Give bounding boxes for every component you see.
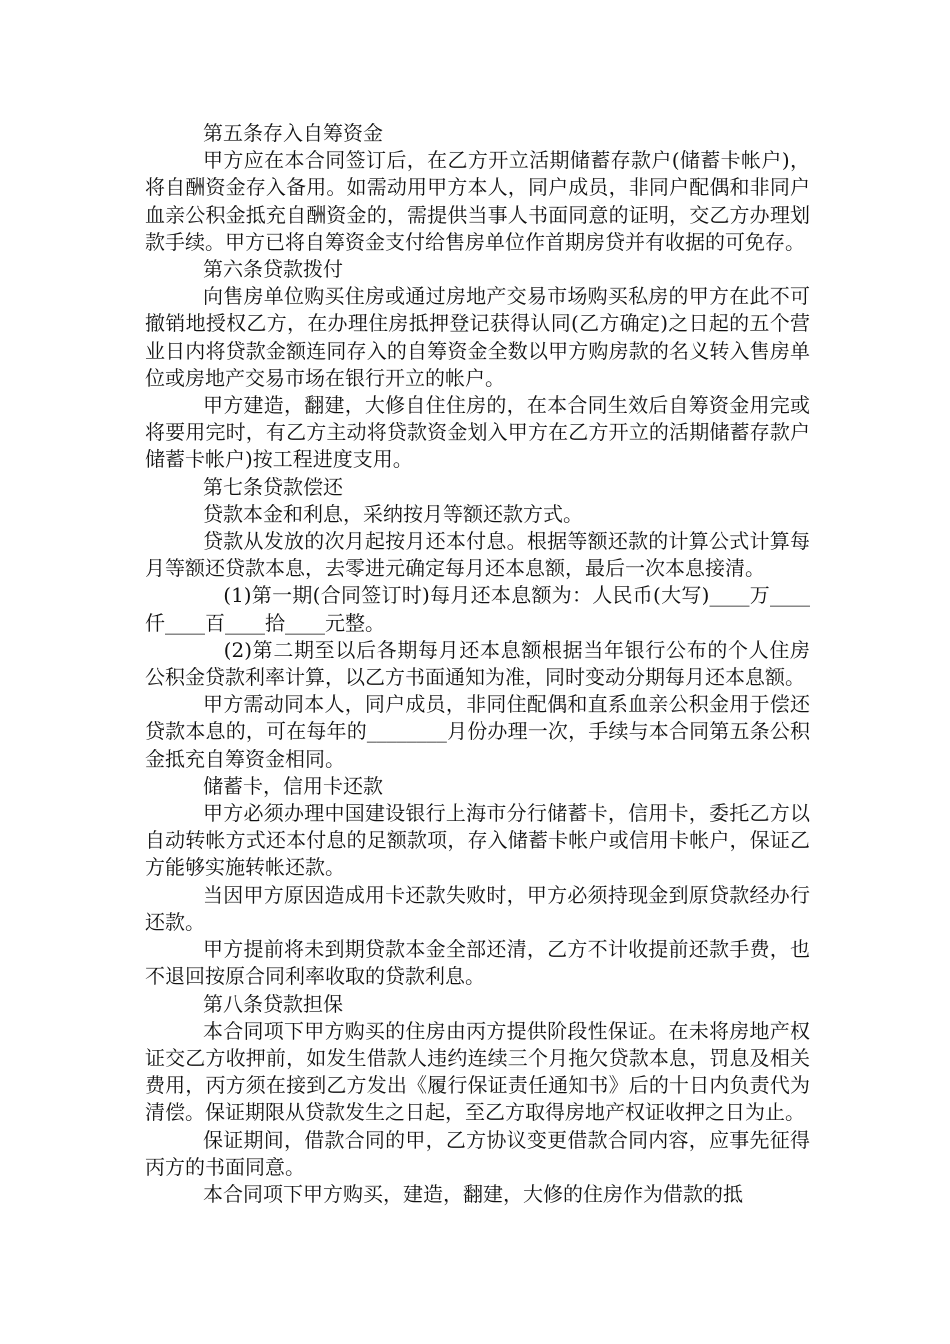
heading-article-5: 第五条存入自筹资金 xyxy=(203,121,383,145)
paragraph: 当因甲方原因造成用卡还款失败时，甲方必须持现金到原贷款经办行还款。 xyxy=(145,882,810,934)
paragraph: 本合同项下甲方购买的住房由丙方提供阶段性保证。在未将房地产权证交乙方收押前，如发生借款人违约连续三个月拖欠贷款本息，罚息及相关费用，丙方须在接到乙方发出《履行保证责任通知书》后的十日内负责代为清偿。保证期限从贷款发生之日起，至乙方取得房地产权证收押之日为止。 xyxy=(145,1018,810,1125)
paragraph: 甲方建造，翻建，大修自住住房的，在本合同生效后自筹资金用完或将要用完时，有乙方主动将贷款资金划入甲方在乙方开立的活期储蓄存款户储蓄卡帐户)按工程进度支用。 xyxy=(145,393,810,472)
paragraph: 保证期间，借款合同的甲，乙方协议变更借款合同内容，应事先征得丙方的书面同意。 xyxy=(145,1127,810,1179)
subheading-card-repayment: 储蓄卡，信用卡还款 xyxy=(203,773,383,798)
heading-article-8: 第八条贷款担保 xyxy=(203,991,343,1016)
paragraph: 甲方需动同本人，同户成员，非同住配偶和直系血亲公积金用于偿还贷款本息的，可在每年的________月份办理一次，手续与本合同第五条公积金抵充自筹资金相同。 xyxy=(145,692,810,771)
heading-article-6: 第六条贷款拨付 xyxy=(203,257,343,282)
list-item-1: (1)第一期(合同签订时)每月还本息额为：人民币(大写)____万____仟____百____拾____元整。 xyxy=(145,583,810,635)
paragraph: 贷款本金和利息，采纳按月等额还款方式。 xyxy=(203,501,583,526)
list-item-2: (2)第二期至以后各期每月还本息额根据当年银行公布的个人住房公积金贷款利率计算，以乙方书面通知为准，同时变动分期每月还本息额。 xyxy=(145,637,810,690)
paragraph: 贷款从发放的次月起按月还本付息。根据等额还款的计算公式计算每月等额还贷款本息，去零进元确定每月还本息额，最后一次本息接清。 xyxy=(145,529,810,581)
document-body xyxy=(145,120,810,1208)
paragraph: 本合同项下甲方购买，建造，翻建，大修的住房作为借款的抵 xyxy=(203,1181,743,1206)
heading-article-7: 第七条贷款偿还 xyxy=(203,474,343,499)
paragraph: 甲方必须办理中国建设银行上海市分行储蓄卡，信用卡，委托乙方以自动转帐方式还本付息的足额款项，存入储蓄卡帐户或信用卡帐户，保证乙方能够实施转帐还款。 xyxy=(145,801,810,880)
paragraph: 甲方提前将未到期贷款本金全部还清，乙方不计收提前还款手费，也不退回按原合同利率收取的贷款利息。 xyxy=(145,937,810,989)
paragraph: 甲方应在本合同签订后，在乙方开立活期储蓄存款户(储蓄卡帐户)，将自酬资金存入备用。如需动用甲方本人，同户成员，非同户配偶和非同户血亲公积金抵充自酬资金的，需提供当事人书面同意的证明，交乙方办理划款手续。甲方已将自筹资金支付给售房单位作首期房贷并有收据的可免存。 xyxy=(145,148,810,254)
paragraph: 向售房单位购买住房或通过房地产交易市场购买私房的甲方在此不可撤销地授权乙方，在办理住房抵押登记获得认同(乙方确定)之日起的五个营业日内将贷款金额连同存入的自筹资金全数以甲方购房款的名义转入售房单位或房地产交易市场在银行开立的帐户。 xyxy=(145,284,810,390)
